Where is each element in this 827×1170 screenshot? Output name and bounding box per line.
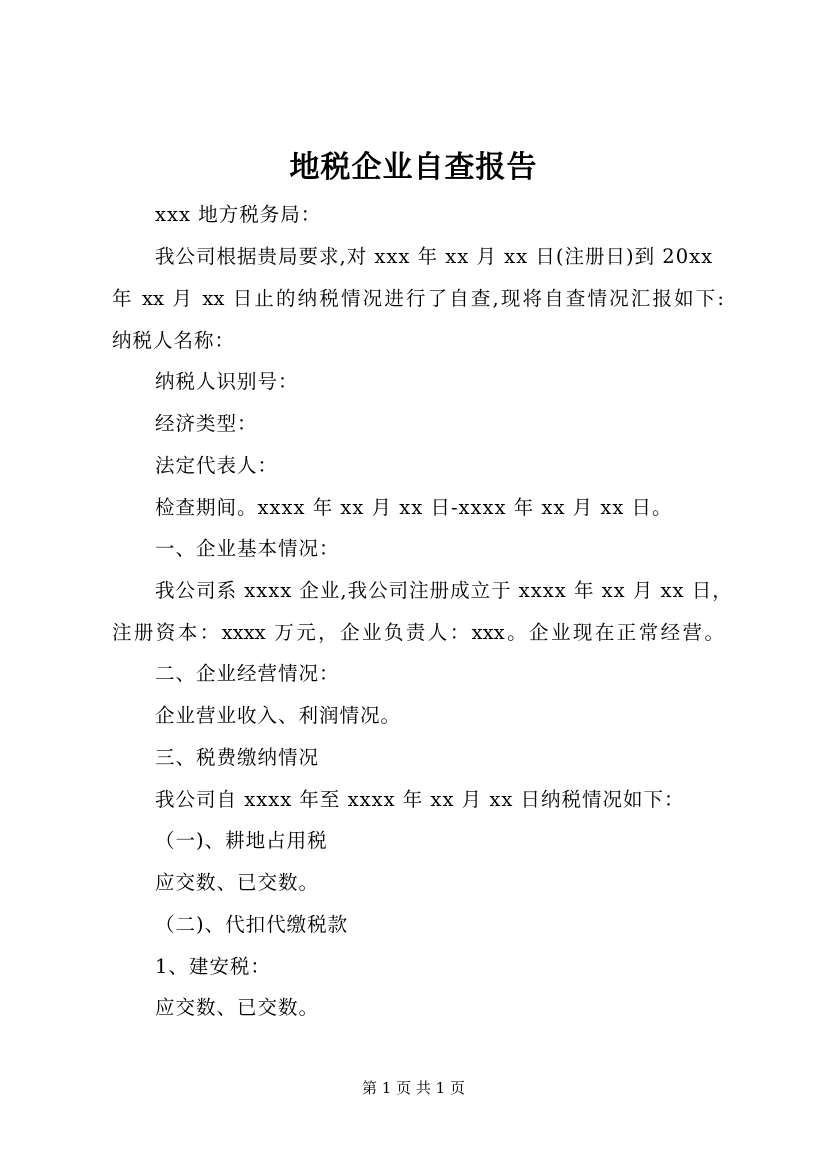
section-heading-1: 一、企业基本情况： [155,537,340,560]
inspection-period: 检查期间。xxxx 年 xx 月 xx 日-xxxx 年 xx 月 xx 日。 [155,496,673,519]
taxpayer-name-label: 纳税人名称： [112,329,236,352]
basic-info-line-2: 注册资本：xxxx 万元，企业负责人：xxx。企业现在正常经营。 [112,621,724,644]
taxpayer-id-label: 纳税人识别号： [155,370,299,393]
item-heading-1: 1、建安税： [155,955,271,978]
basic-info-line-1: 我公司系 xxxx 企业,我公司注册成立于 xxxx 年 xx 月 xx 日， [155,579,733,602]
subsection-heading-1: （一)、耕地占用税 [155,829,328,852]
tax-payment-intro: 我公司自 xxxx 年至 xxxx 年 xx 月 xx 日纳税情况如下： [155,788,685,811]
page-footer: 第 1 页 共 1 页 [362,1079,465,1097]
payable-paid-line-1: 应交数、已交数。 [155,871,320,894]
legal-representative-label: 法定代表人： [155,454,279,477]
subsection-heading-2: （二)、代扣代缴税款 [155,913,349,936]
section-heading-2: 二、企业经营情况： [155,662,340,685]
intro-line-1: 我公司根据贵局要求,对 xxx 年 xx 月 xx 日(注册日)到 20xx [155,245,714,268]
operations-text: 企业营业收入、利润情况。 [155,704,402,727]
section-heading-3: 三、税费缴纳情况 [155,746,320,769]
payable-paid-line-2: 应交数、已交数。 [155,996,320,1019]
document-title: 地税企业自查报告 [289,150,538,185]
intro-line-2: 年 xx 月 xx 日止的纳税情况进行了自查,现将自查情况汇报如下: [112,287,724,310]
salutation: xxx 地方税务局： [155,203,322,226]
economic-type-label: 经济类型： [155,412,258,435]
